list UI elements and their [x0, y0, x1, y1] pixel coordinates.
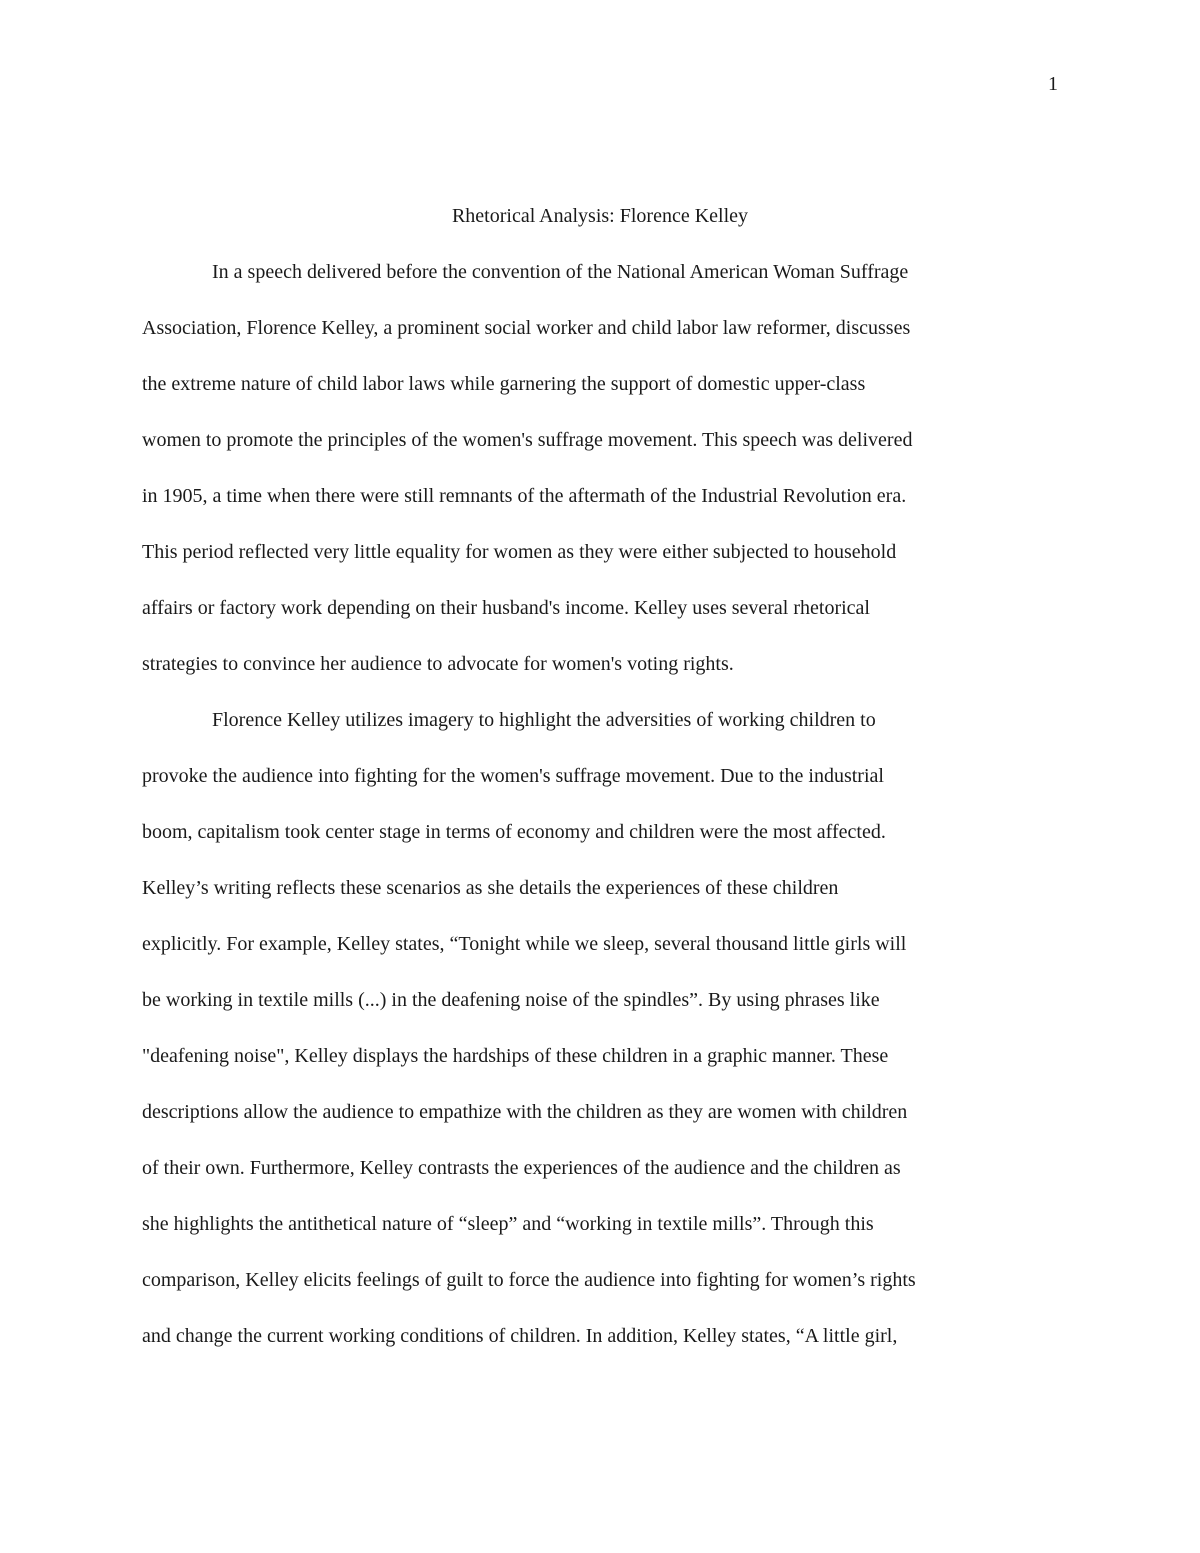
paragraph-1-line-2: Association, Florence Kelley, a prominent social worker and child labor law reformer, discusses: [142, 317, 911, 339]
paragraph-2-line-12: and change the current working conditions of children. In addition, Kelley states, “A little girl,: [142, 1325, 898, 1347]
paragraph-2-line-9: of their own. Furthermore, Kelley contrasts the experiences of the audience and the children as: [142, 1157, 901, 1179]
paragraph-2-line-7: "deafening noise", Kelley displays the hardships of these children in a graphic manner. These: [142, 1045, 889, 1067]
paragraph-2-line-1: Florence Kelley utilizes imagery to highlight the adversities of working children to: [212, 709, 876, 731]
document-title: Rhetorical Analysis: Florence Kelley: [451, 205, 749, 227]
paragraph-1-line-6: This period reflected very little equality for women as they were either subjected to household: [142, 541, 897, 563]
paragraph-2-line-4: Kelley’s writing reflects these scenarios as she details the experiences of these children: [142, 877, 839, 899]
page-number: 1: [1048, 73, 1058, 95]
paragraph-1-line-1: In a speech delivered before the convention of the National American Woman Suffrage: [212, 261, 909, 283]
paragraph-1-line-4: women to promote the principles of the women's suffrage movement. This speech was delivered: [142, 429, 913, 451]
paragraph-1-line-5: in 1905, a time when there were still remnants of the aftermath of the Industrial Revolution era.: [142, 485, 907, 507]
paragraph-1-line-7: affairs or factory work depending on their husband's income. Kelley uses several rhetorical: [142, 597, 870, 619]
paragraph-2-line-3: boom, capitalism took center stage in terms of economy and children were the most affected.: [142, 821, 886, 843]
paragraph-1-line-8: strategies to convince her audience to advocate for women's voting rights.: [142, 653, 734, 675]
paragraph-2-line-2: provoke the audience into fighting for the women's suffrage movement. Due to the industrial: [142, 765, 884, 787]
paragraph-2-line-5: explicitly. For example, Kelley states, “Tonight while we sleep, several thousand little girls will: [142, 933, 907, 955]
paragraph-2-line-11: comparison, Kelley elicits feelings of guilt to force the audience into fighting for women’s rights: [142, 1269, 916, 1291]
paragraph-2-line-8: descriptions allow the audience to empathize with the children as they are women with children: [142, 1101, 908, 1123]
paragraph-1-line-3: the extreme nature of child labor laws while garnering the support of domestic upper-class: [142, 373, 866, 395]
paragraph-2-line-6: be working in textile mills (...) in the deafening noise of the spindles”. By using phrases like: [142, 989, 880, 1011]
paragraph-2-line-10: she highlights the antithetical nature of “sleep” and “working in textile mills”. Through this: [142, 1213, 874, 1235]
